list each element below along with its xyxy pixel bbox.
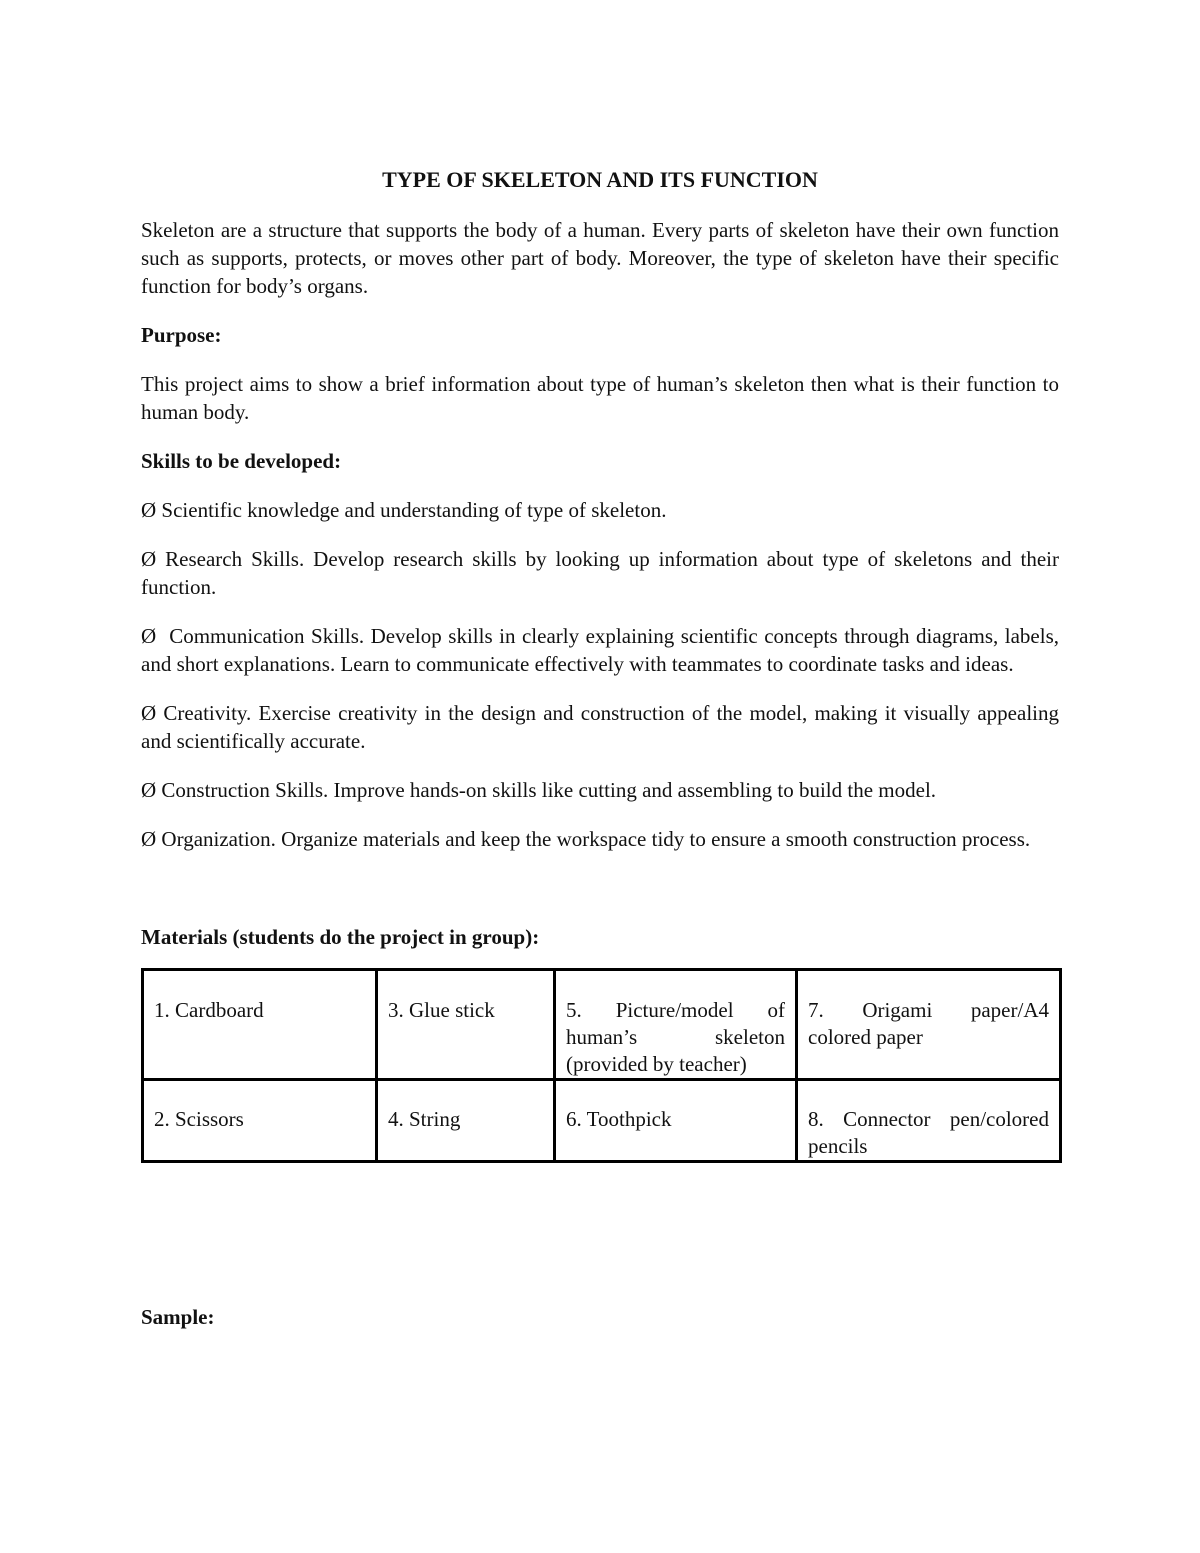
skill-item	[141, 825, 1059, 853]
intro-paragraph: Skeleton are a structure that supports the body of a human. Every parts of skeleton have their own function such as supports, protects, or moves other part of body. Moreover, the type of skeleton have their specific function for body’s organs.	[141, 218, 1059, 298]
materials-table	[141, 968, 1062, 1163]
arrow-bullet-icon: Ø	[141, 701, 157, 725]
arrow-bullet-icon: Ø	[141, 624, 157, 648]
materials-heading: Materials (students do the project in group):	[141, 925, 540, 949]
table-row	[143, 1080, 1061, 1162]
spacer	[141, 874, 1059, 923]
table-cell: 8. Connector pen/colored pencils	[797, 1080, 1061, 1162]
table-cell: 1. Cardboard	[143, 970, 377, 1080]
table-cell: 7. Origami paper/A4 colored paper	[797, 970, 1061, 1080]
purpose-paragraph: This project aims to show a brief information about type of human’s skeleton then what is their function to human body.	[141, 372, 1059, 424]
table-cell: 4. String	[377, 1080, 555, 1162]
table-cell: 5. Picture/model of human’s skeleton (provided by teacher)	[555, 970, 797, 1080]
arrow-bullet-icon: Ø	[141, 547, 157, 571]
skill-text: Research Skills. Develop research skills by looking up information about type of skeletons and their function.	[141, 547, 1059, 599]
skill-item	[141, 496, 1059, 524]
skill-item	[141, 776, 1059, 804]
page-title: TYPE OF SKELETON AND ITS FUNCTION	[382, 167, 818, 192]
sample-heading: Sample:	[141, 1305, 215, 1329]
document-body	[141, 165, 1059, 1163]
skill-text: Scientific knowledge and understanding of type of skeleton.	[161, 498, 667, 522]
skill-text: Creativity. Exercise creativity in the design and construction of the model, making it visually appealing and scientifically accurate.	[141, 701, 1059, 753]
arrow-bullet-icon: Ø	[141, 778, 157, 802]
skill-text: Construction Skills. Improve hands-on skills like cutting and assembling to build the model.	[161, 778, 937, 802]
skill-text: Communication Skills. Develop skills in clearly explaining scientific concepts through diagrams, labels, and short explanations. Learn to communicate effectively with teammates to coordinate tasks and ideas.	[141, 624, 1059, 676]
arrow-bullet-icon: Ø	[141, 827, 157, 851]
skill-item	[141, 545, 1059, 601]
skills-heading: Skills to be developed:	[141, 449, 342, 473]
skill-item	[141, 699, 1059, 755]
skill-item	[141, 622, 1059, 678]
table-cell: 3. Glue stick	[377, 970, 555, 1080]
table-row	[143, 970, 1061, 1080]
table-cell: 6. Toothpick	[555, 1080, 797, 1162]
table-cell: 2. Scissors	[143, 1080, 377, 1162]
purpose-heading: Purpose:	[141, 323, 222, 347]
skill-text: Organization. Organize materials and keep the workspace tidy to ensure a smooth construction process.	[161, 827, 1031, 851]
arrow-bullet-icon: Ø	[141, 498, 157, 522]
